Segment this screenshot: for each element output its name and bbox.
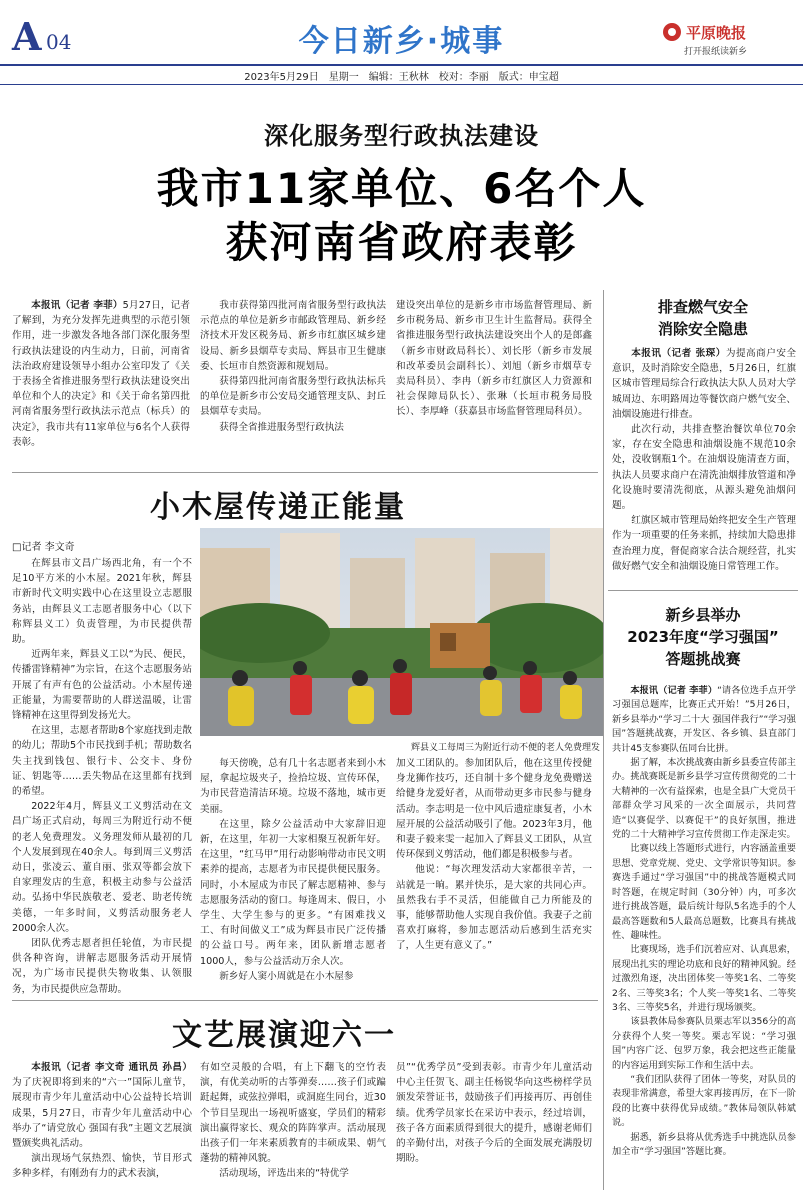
lead-headline-line1: 我市11家单位、6名个人 xyxy=(156,164,647,213)
cabin-column-3 xyxy=(396,756,592,954)
gas-story-body xyxy=(612,346,796,574)
lead-col2-p3: 获得全省推进服务型行政执法 xyxy=(219,421,344,433)
cabin-col3-p1: 加义工团队的。参加团队后，他在这里传授健身龙狮作技巧，还自制十多个健身龙免费赠送给健身龙爱好者，从而带动更多市民参与健身活动。李志明是一位中风后遗症康复者，小木屋开展的公益活动吸引了他。2023年3月，他和妻子毅来雯一起加入了辉县义工团队，从宣传环保到义剪活动，他们都是积极参与者。 xyxy=(396,758,592,861)
gas-title-line2: 消除安全隐患 xyxy=(657,320,748,338)
art-column-3 xyxy=(396,1060,592,1166)
art-column-2 xyxy=(200,1060,386,1182)
lead-col2-p1: 我市获得第四批河南省服务型行政执法示范点的单位是新乡市邮政管理局、新乡经济技术开发区税务局、新乡市红旗区城乡建设局、新乡县烟草专卖局、辉县市卫生健康委、长垣市自然资源和规划局。 xyxy=(200,300,386,372)
newspaper-logo-icon xyxy=(662,22,682,42)
art-divider xyxy=(12,1000,598,1001)
gas-title-line1: 排查燃气安全 xyxy=(657,298,748,316)
quiz-reporter: 本报讯（记者 李菲） xyxy=(630,685,718,696)
quiz-title-line1: 新乡县举办 xyxy=(665,606,741,624)
quiz-title-line3: 答题挑战赛 xyxy=(665,650,741,668)
art-reporter: 本报讯（记者 李文奇 通讯员 孙昌） xyxy=(31,1062,192,1073)
cabin-col2-p1: 每天傍晚，总有几十名志愿者来到小木屋，拿起垃圾夹子，捡拾垃圾、宣传环保，为市民营造清洁环境。垃圾不落地，城市更美丽。 xyxy=(200,758,386,815)
gas-story-title xyxy=(608,296,798,340)
page-letter: A xyxy=(12,14,42,59)
cabin-col2-p3: 新乡好人窦小周就是在小木屋参 xyxy=(219,970,354,982)
cabin-column-2 xyxy=(200,756,386,984)
cabin-divider xyxy=(12,472,598,473)
lead-col1-text: 5月27日，记者了解到，为充分发挥先进典型的示范引领作用，进一步激发各地各部门深化服务型行政执法建设的内生动力，日前，河南省法治政府建设领导小组办公室印发了《关于表扬全省推进服务型行政执法建设突出单位和个人的决定》和《关于命名第四批河南省服务型行政执法示范点（标兵）的决定》，我市共有11家单位与6名个人获得表彰。 xyxy=(12,300,191,448)
lead-column-2 xyxy=(200,298,386,435)
quiz-p6: “我们团队获得了团体一等奖，对队员的表现非常满意，希望大家再接再厉，在下一阶段的比赛中获得优异成绩。”教体局领队韩斌说。 xyxy=(612,1073,796,1129)
header-rule xyxy=(0,64,803,66)
art-col1-p1: 为了庆祝即将到来的“六一”国际儿童节，展现市青少年儿童活动中心公益特长培训成果，5月27日，市青少年儿童活动中心举办了“请党放心 强国有我”主题文艺展演暨颁奖典礼活动。 xyxy=(12,1077,192,1150)
masthead-title: 今日新乡·城事 xyxy=(298,24,505,59)
cabin-col1-p4: 2022年4月，辉县义工义剪活动在文昌广场正式启动，每周三为附近行动不便的老人免费理发。义务理发师从最初的几个人发展到现在40余人。每到周三义剪活动日，张凌云、董自丽、张双等都会放下自家理发店的生意，积极主动参与公益活动。弘扬中华民族敬老、爱老、助老传统美德，一年多时间，义剪活动服务老人2000余人次。 xyxy=(12,801,192,934)
cabin-col1-p1: 在辉县市文昌广场西北角，有一个不足10平方米的小木屋。2021年秋，辉县市新时代文明实践中心在这里设立志愿服务站，由辉县义工志愿者服务中心（以下称辉县义工）负责管理，为市民提供帮助。 xyxy=(12,558,192,646)
lead-headline-line2: 获河南省政府表彰 xyxy=(225,218,578,267)
quiz-p7: 据悉，新乡县将从优秀选手中挑选队员参加全市“学习强国”答题比赛。 xyxy=(612,1131,796,1157)
lead-column-1 xyxy=(12,298,190,450)
quiz-p1: “请各位选手点开学习强国总题库，比赛正式开始！”5月26日，新乡县举办“学习二十大 强国伴我行”“学习强国”答题挑战赛，开发区、各乡镇、县直部门共计45支参赛队伍同台比拼。 xyxy=(612,685,796,754)
gas-p3: 红旗区城市管理局始终把安全生产管理作为一项重要的任务来抓，持续加大隐患排查治理力度，督促商家合法合规经营，扎实做好燃气安全和油烟设施日常管理工作。 xyxy=(612,515,796,572)
quiz-p4: 比赛现场，选手们沉着应对、认真思索，展现出扎实的理论功底和良好的精神风貌。经过激烈角逐，决出团体奖一等奖1名、二等奖2名、三等奖3名；个人奖一等奖1名、二等奖3名、三等奖5名，并进行现场颁奖。 xyxy=(612,944,796,1013)
newspaper-logo: 平原晚报 xyxy=(686,24,747,42)
art-col1-p2: 演出现场气氛热烈、愉快，节目形式多种多样，有刚劲有力的武术表演， xyxy=(12,1153,192,1180)
newspaper-slogan: 打开报纸读新乡 xyxy=(684,47,748,57)
cabin-col2-p2: 在这里，除夕公益活动中大家辞旧迎新，在这里，年初一大家相聚互祝新年好。在这里，“红马甲”用行动影响带动市民文明素养的提高，志愿者为市民提供便民服务。同时，小木屋成为市民了解志愿精神、参与志愿服务活动的窗口。每逢周末、假日，小学生、大学生参与的更多。“有困难找义工、有时间做义工”成为辉县市民广泛传播的公益口号。两年来，团队新增志愿者1000人，参与公益活动万余人次。 xyxy=(200,818,386,967)
cabin-col3-p2: 他说：“每次理发活动大家都很辛苦，一站就是一晌。累并快乐，是大家的共同心声。虽然我右手不灵活，但能做自己力所能及的事，能够帮助他人实现自我价值。我妻子之前喜欢打麻将，参加志愿活动后感到生活充实了，人生更有意义了。” xyxy=(396,864,592,952)
quiz-divider xyxy=(608,590,798,591)
cabin-col1-p3: 在这里，志愿者帮助8个家庭找到走散的幼儿；帮助5个市民找到手机；帮助数名失主找到钱包、银行卡、公交卡、身份证、钥匙等……丢失物品在这里都有找到的希望。 xyxy=(12,725,192,798)
quiz-story-body xyxy=(612,684,796,1159)
art-column-1 xyxy=(12,1060,192,1182)
gas-reporter: 本报讯（记者 张琛） xyxy=(631,348,726,359)
cabin-story-title: 小木屋传递正能量 xyxy=(150,490,406,525)
art-col2-p2: 活动现场，评选出来的“特优学 xyxy=(219,1168,349,1180)
art-story-title: 文艺展演迎六一 xyxy=(172,1018,396,1053)
art-col2-p1: 有如空灵般的合唱，有上下翻飞的空竹表演，有优美动听的古筝弹奏……孩子们或蹁跹起舞，或弦拉弹唱，或洞庭生同台，近30个节目呈现出一场视听盛宴，学员们的精彩演出赢得家长、观众的阵阵掌声。活动展现出孩子们一年来素质教育的丰硕成果、朝气蓬勃的精神风貌。 xyxy=(200,1062,386,1165)
gas-p2: 此次行动，共排查整治餐饮单位70余家，存在安全隐患和油烟设施不规范10余处，没收钢瓶1个。在油烟设施清查方面，执法人员要求商户在清洗油烟排放管道和净化设施时要清洗彻底，从源头避免油烟问题。 xyxy=(612,424,796,512)
quiz-p5: 该县教体局参赛队员栗志军以356分的高分获得个人奖一等奖。栗志军说：“学习强国”内容广泛、包罗万象，我会把这些正能量的内容运用到实际工作和生活中去。 xyxy=(612,1016,796,1071)
column-divider xyxy=(603,290,604,1190)
art-col3-p1: 员”“优秀学员”受到表彰。市青少年儿童活动中心主任贺飞、副主任杨锐华向这些榜样学员颁发荣誉证书，鼓励孩子们再接再厉、再创佳绩。优秀学员家长在采访中表示，经过培训，孩子各方面素质得到很大的提升，感谢老师们的辛勤付出，对孩子今后的全面发展充满殷切期盼。 xyxy=(396,1062,592,1165)
cabin-author: □记者 李文奇 xyxy=(12,542,75,553)
cabin-col1-p2: 近两年来，辉县义工以“为民、便民，传播雷锋精神”为宗旨，在这个志愿服务站开展了有声有色的公益活动。小木屋传递正能量，为需要帮助的人群送温暖，让雷锋精神在这里得到发扬光大。 xyxy=(12,649,192,722)
page-number: 04 xyxy=(46,30,72,54)
cabin-column-1 xyxy=(12,556,192,997)
quiz-p3: 比赛以线上答题形式进行，内容涵盖重要思想、党章党规、党史、文学常识等知识。参赛选手通过“学习强国”中的挑战答题模式同时答题，在规定时间（30分钟）内，可多次进行挑战答题，最后统计每队5名选手的个人最高答题数和5人最高总题数，比赛具有挑战性、趣味性。 xyxy=(612,843,796,941)
header-rule-thin xyxy=(0,84,803,85)
cabin-col1-p5: 团队优秀志愿者担任轮值，为市民提供各种咨询，讲解志愿服务活动开展情况，为广场市民提供失物收集、认领服务，为市民提供应急帮助。 xyxy=(12,938,192,995)
lead-col3-text: 建设突出单位的是新乡市市场监督管理局、新乡市税务局、新乡市卫生计生监督局。获得全省推进服务型行政执法建设突出个人的是郎鑫（新乡市财政局科长）、刘长彤（新乡市发展和改革委员会副科长）、刘旭（新乡市烟草专卖局科员）、李冉（新乡市红旗区人力资源和社会保障局队长）、张琳（长垣市税务局股长）、李厚峰（获嘉县市场监督管理局科员）。 xyxy=(396,300,592,418)
lead-kicker: 深化服务型行政执法建设 xyxy=(264,121,539,150)
lead-col2-p2: 获得第四批河南省服务型行政执法标兵的单位是新乡市公安局交通管理支队、封丘县烟草专卖局。 xyxy=(200,376,386,418)
lead-reporter: 本报讯（记者 李菲） xyxy=(31,300,123,311)
gas-p1: 为提高商户安全意识，及时消除安全隐患，5月26日，红旗区城市管理局综合行政执法大队人员对大学城周边、东明路周边等餐饮商户燃气安全、油烟设施进行排查。 xyxy=(612,348,797,420)
photo-caption: 辉县义工每周三为附近行动不便的老人免费理发 xyxy=(410,743,600,753)
cabin-photo xyxy=(200,528,603,736)
byline: 2023年5月29日 星期一 编辑：王秋林 校对：李丽 版式：申宝超 xyxy=(244,72,559,83)
lead-column-3 xyxy=(396,298,592,420)
quiz-story-title xyxy=(608,604,798,670)
quiz-p2: 据了解，本次挑战赛由新乡县委宣传部主办。挑战赛既是新乡县学习宣传贯彻党的二十大精神的一次有益探索，也是全县广大党员干部群众学习风采的一次全面展示，共同营造“以赛促学、以赛促干”的良好氛围，推进党的二十大精神学习宣传贯彻工作走深走实。 xyxy=(612,757,796,841)
quiz-title-line2: 2023年度“学习强国” xyxy=(627,628,779,646)
